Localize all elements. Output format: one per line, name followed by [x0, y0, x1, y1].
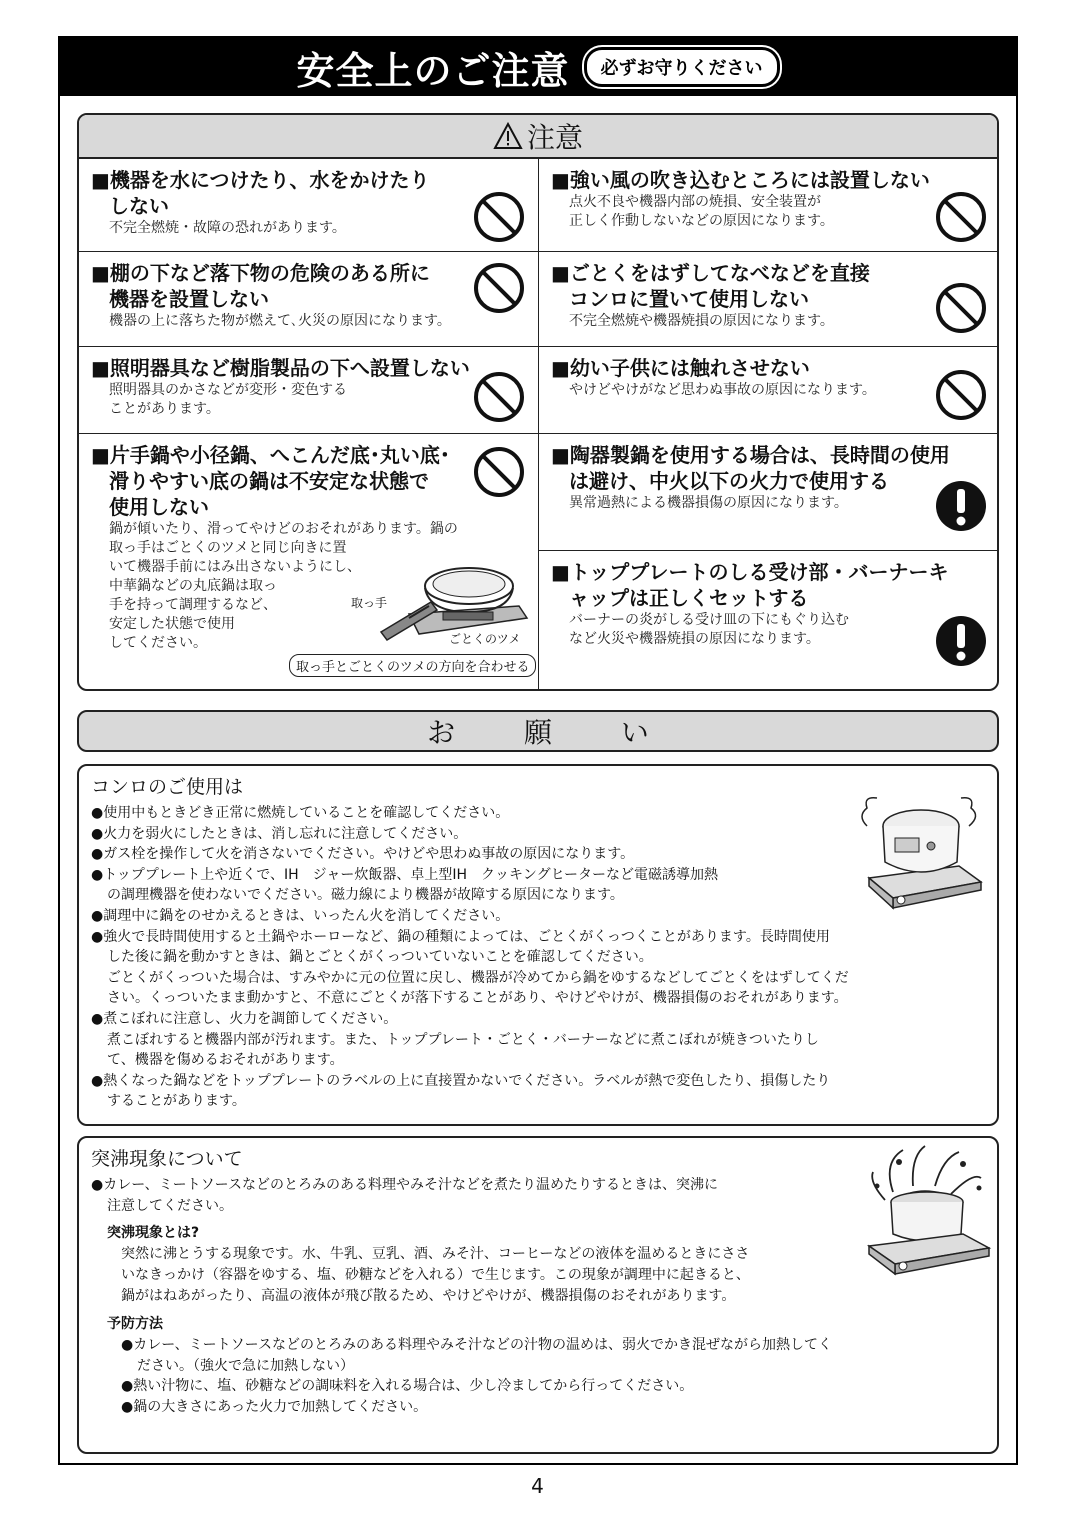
caution-item-title: ■照明器具など樹脂製品の下へ設置しない [91, 356, 470, 380]
rice-cooker-illustration [849, 786, 989, 916]
caution-item-title-cont: 機器を設置しない [109, 287, 269, 311]
bumping-what-text: いなきっかけ（容器をゆする、塩、砂糖などを入れる）で生じます。この現象が調理中に起きると、 [121, 1267, 750, 1284]
caution-item-desc: 異常過熱による機器損傷の原因になります。 [569, 495, 848, 511]
list-item-continuation: て、機器を傷めるおそれがあります。 [107, 1052, 344, 1069]
list-item: ●火力を弱火にしたときは、消し忘れに注意してください。 [91, 825, 468, 842]
prohibition-icon [935, 282, 987, 334]
subtitle-badge: 必ずお守りください [584, 47, 780, 87]
list-item-continuation: することがあります。 [107, 1093, 246, 1110]
caution-item-desc: 手を持って調理するなど、 [109, 597, 277, 613]
caution-item-title: ■強い風の吹き込むところには設置しない [551, 168, 930, 192]
list-item-continuation: した後に鍋を動かすときは、鍋とごとくがくっついていないことを確認してください。 [107, 949, 653, 966]
list-item: ●使用中もときどき正常に燃焼していることを確認してください。 [91, 805, 510, 821]
mandatory-icon [935, 615, 987, 667]
caution-heading-text: 注意 [526, 121, 583, 154]
caution-item-desc: 正しく作動しないなどの原因になります。 [569, 213, 834, 229]
caution-item [539, 252, 999, 347]
caution-item-desc: バーナーの炎がしる受け皿の下にもぐり込む [569, 612, 849, 628]
prevention-list [91, 1335, 985, 1417]
list-item-continuation: ださい。（強火で急に加熱しない） [137, 1357, 354, 1374]
caution-item-desc: 点火不良や機器内部の焼損、安全装置が [569, 194, 821, 210]
bumping-intro: ●カレー、ミートソースなどのとろみのある料理やみそ汁などを煮たり温めたりするときは、突沸に [91, 1177, 718, 1193]
caution-item-title: ■ごとくをはずしてなべなどを直接 [551, 261, 870, 285]
prohibition-icon [473, 446, 525, 498]
caution-item-title: ■陶器製鍋を使用する場合は、長時間の使用 [551, 443, 950, 467]
caution-item-title: ■棚の下など落下物の危険のある所に [91, 261, 430, 285]
caution-item-title: ■トッププレートのしる受け部・バーナーキ [551, 560, 949, 584]
caution-heading [79, 115, 997, 159]
caution-item [539, 347, 999, 434]
list-item: ●トッププレート上や近くで、IH ジャー炊飯器、卓上型IH クッキングヒーターなど電磁誘導加熱 [91, 866, 719, 883]
list-item: ●強火で長時間使用すると土鍋やホーローなど、鍋の種類によっては、ごとくがくっつくことがあります。長時間使用 [91, 928, 830, 945]
handle-label: 取っ手 [351, 596, 388, 610]
caution-item-desc: 安定した状態で使用 [109, 616, 235, 632]
request-heading: お 願 い [77, 710, 999, 752]
caution-item-title-cont: は避け、中火以下の火力で使用する [569, 469, 889, 493]
page-header [60, 38, 1016, 96]
caution-item-title-cont: 使用しない [109, 495, 209, 519]
list-item-continuation: 煮こぼれすると機器内部が汚れます。また、トッププレート・ごとく・バーナーなどに煮こぼれが焼きついたりし [107, 1031, 819, 1048]
caution-item-title-cont: 滑りやすい底の鍋は不安定な状態で [109, 469, 429, 493]
bumping-what-heading: 突沸現象とは? [107, 1225, 200, 1242]
boiling-pot-illustration [863, 1142, 993, 1282]
usage-section [77, 764, 999, 1126]
prohibition-icon [473, 262, 525, 314]
caution-item-desc: など火災や機器焼損の原因になります。 [569, 631, 820, 647]
prohibition-icon [473, 371, 525, 423]
caution-item-desc: 不完全燃焼・故障の恐れがあります。 [109, 220, 346, 236]
bumping-what-text: 突然に沸とうする現象です。水、牛乳、豆乳、酒、みそ汁、コーヒーなどの液体を温めるときにささ [121, 1246, 750, 1263]
list-item: ●カレー、ミートソースなどのとろみのある料理やみそ汁などの汁物の温めは、弱火でかき混ぜながら加熱してく [121, 1337, 832, 1354]
caution-item-desc: 中華鍋などの丸底鍋は取っ [109, 578, 277, 594]
prevention-heading: 予防方法 [107, 1316, 163, 1333]
list-item-continuation: さい。くっついたまま動かすと、不意にごとくが落下することがあり、やけどやけが、機器損傷のおそれがあります。 [107, 990, 848, 1007]
prohibition-icon [473, 191, 525, 243]
caution-item [539, 434, 999, 551]
page-title: 安全上のご注意 [296, 48, 570, 93]
usage-heading: コンロのご使用は [91, 776, 244, 798]
caution-item-desc: 照明器具のかさなどが変形・変色する [109, 382, 347, 398]
page-frame [58, 36, 1018, 1465]
caution-item-desc: してください。 [109, 635, 207, 651]
caution-item-desc: 不完全燃焼や機器焼損の原因になります。 [569, 313, 834, 329]
caution-section [77, 113, 999, 691]
list-item: ●ガス栓を操作して火を消さないでください。やけどや思わぬ事故の原因になります。 [91, 846, 635, 863]
caution-item-desc: やけどやけがなど思わぬ事故の原因になります。 [569, 382, 876, 398]
warning-icon [493, 122, 523, 150]
prohibition-icon [935, 191, 987, 243]
list-item-continuation: ごとくがくっついた場合は、すみやかに元の位置に戻し、機器が冷めてから鍋をゆするなどしてごとくをはずしてくだ [107, 969, 849, 986]
caution-item [79, 347, 539, 434]
prohibition-icon [935, 369, 987, 421]
caution-item-title: ■片手鍋や小径鍋、へこんだ底･丸い底･ [91, 443, 450, 467]
list-item: ●熱くなった鍋などをトッププレートのラベルの上に直接置かないでください。ラベルが熱で変色したり、損傷したり [91, 1072, 831, 1089]
caution-item-title-cont: コンロに置いて使用しない [569, 287, 809, 311]
caution-item-desc: 鍋が傾いたり、滑ってやけどのおそれがあります。鍋の [109, 521, 458, 537]
caution-grid [79, 159, 997, 689]
list-item: ●鍋の大きさにあった火力で加熱してください。 [121, 1398, 428, 1415]
caution-item-desc: 機器の上に落ちた物が燃えて､火災の原因になります。 [109, 313, 451, 329]
bumping-what-text: 鍋がはねあがったり、高温の液体が飛び散るため、やけどやけが、機器損傷のおそれがあります。 [121, 1288, 736, 1305]
caution-item-title: ■幼い子供には触れさせない [551, 356, 810, 380]
bumping-heading: 突沸現象について [91, 1148, 243, 1170]
list-item-continuation: の調理機器を使わないでください。磁力線により機器が故障する原因になります。 [107, 887, 624, 904]
caution-item-desc: いて機器手前にはみ出さないようにし、 [109, 559, 361, 575]
list-item: ●調理中に鍋をのせかえるときは、いったん火を消してください。 [91, 907, 510, 924]
caution-item [79, 252, 539, 347]
caution-item [79, 434, 539, 689]
claw-label: ごとくのツメ [449, 632, 521, 646]
caution-item [79, 159, 539, 252]
list-item: ●熱い汁物に、塩、砂糖などの調味料を入れる場合は、少し冷ましてから行ってください。 [121, 1378, 694, 1395]
caution-item [539, 159, 999, 252]
list-item: ●煮こぼれに注意し、火力を調節してください。 [91, 1010, 398, 1027]
caution-item-title-cont: ャップは正しくセットする [569, 586, 809, 610]
caution-item-desc: ことがあります。 [109, 401, 220, 417]
bumping-section [77, 1136, 999, 1454]
mandatory-icon [935, 480, 987, 532]
caution-item [539, 551, 999, 689]
page-number: 4 [531, 1474, 544, 1498]
illustration-caption: 取っ手とごとくのツメの方向を合わせる [289, 654, 536, 677]
bumping-intro: 注意してください。 [107, 1197, 233, 1214]
caution-item-title-cont: しない [109, 194, 169, 218]
caution-item-desc: 取っ手はごとくのツメと同じ向きに置 [109, 540, 347, 556]
caution-item-title: ■機器を水につけたり、水をかけたり [91, 168, 430, 192]
